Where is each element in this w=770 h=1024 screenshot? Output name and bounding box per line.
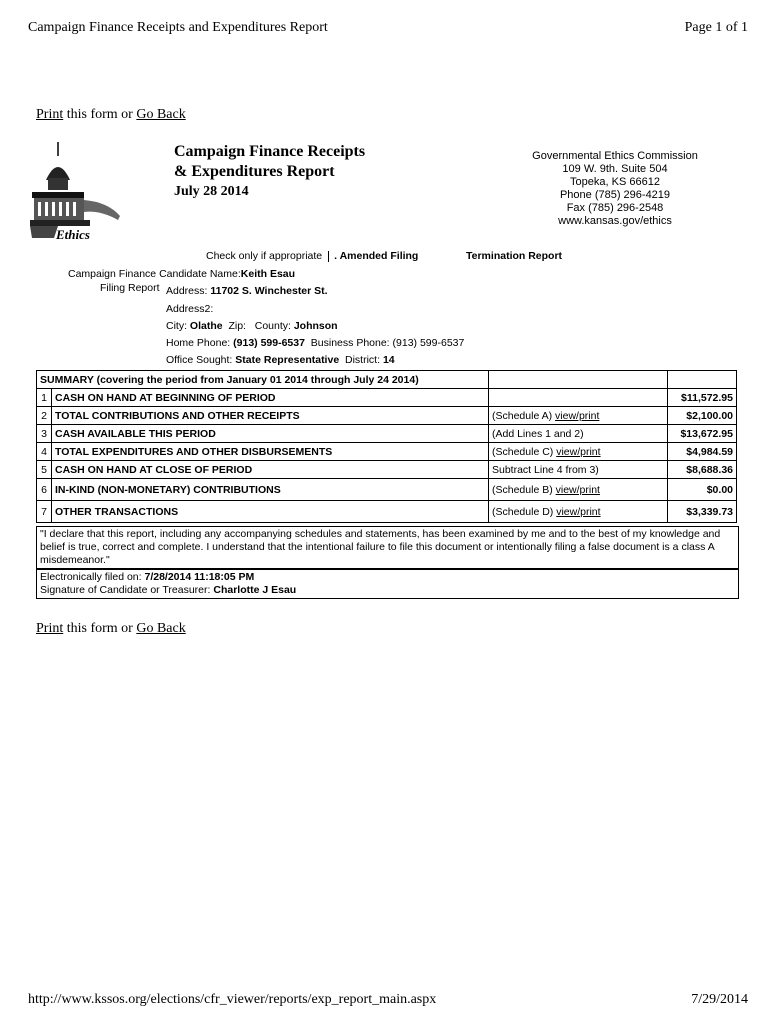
table-row: 7 OTHER TRANSACTIONS (Schedule D) view/print $3,339.73 [37,501,737,523]
report-title-line2: & Expenditures Report [174,163,335,180]
footer-url: http://www.kssos.org/elections/cfr_viewer/reports/exp_report_main.aspx [28,992,437,1007]
candidate-office: Office Sought: State Representative District: 14 [166,354,395,366]
candidate-address2: Address2: [166,303,214,315]
table-row: 5 CASH ON HAND AT CLOSE OF PERIOD Subtract Line 4 from 3) $8,688.36 [37,461,737,479]
schedule-b-view-link[interactable]: view/print [555,483,600,496]
summary-heading-row [37,371,737,389]
nav-top [36,107,186,123]
summary-table [36,370,737,523]
check-label: Check only if appropriate [206,250,323,262]
nav-bottom [36,621,186,637]
candidate-city: City: Olathe Zip: County: Johnson [166,320,338,332]
filing-signature: Electronically filed on: 7/28/2014 11:18:05 PM Signature of Candidate or Treasurer: Charlotte J Esau [36,569,739,599]
agency-web: www.kansas.gov/ethics [558,215,672,227]
amended-label: . Amended Filing [334,250,419,262]
agency-street: 109 W. 9th. Suite 504 [562,163,668,175]
candidate-phones: Home Phone: (913) 599-6537 Business Phone: (913) 599-6537 [166,337,465,349]
seal-text: Ethics [56,227,90,242]
table-row: 1 CASH ON HAND AT BEGINNING OF PERIOD $11,572.95 [37,389,737,407]
report-date: July 28 2014 [174,184,249,199]
candidate-address: Address: 11702 S. Winchester St. [166,285,328,297]
table-row: 4 TOTAL EXPENDITURES AND OTHER DISBURSEMENTS (Schedule C) view/print $4,984.59 [37,443,737,461]
agency-phone: Phone (785) 296-4219 [559,189,671,201]
signature-name: Charlotte J Esau [213,584,297,596]
footer-date: 7/29/2014 [691,992,748,1007]
nav-text: this form or [63,621,137,636]
filing-report-label: Filing Report [100,282,160,294]
page-header-title: Campaign Finance Receipts and Expenditures Report [28,20,328,35]
campaign-finance-label: Campaign Finance Candidate Name:Keith Esau [68,268,296,280]
summary-heading: SUMMARY (covering the period from January 01 2014 through July 24 2014) [37,371,489,389]
table-row: 3 CASH AVAILABLE THIS PERIOD (Add Lines 1 and 2) $13,672.95 [37,425,737,443]
filed-date: 7/28/2014 11:18:05 PM [144,571,255,583]
print-link[interactable]: Print [36,107,64,122]
agency-name: Governmental Ethics Commission [532,150,698,162]
table-row: 6 IN-KIND (NON-MONETARY) CONTRIBUTIONS (Schedule B) view/print $0.00 [37,479,737,501]
page-number: Page 1 of 1 [684,20,748,35]
schedule-d-view-link[interactable]: view/print [556,505,601,518]
agency-city: Topeka, KS 66612 [570,176,660,188]
filing-options [206,250,418,262]
nav-text: this form or [63,107,137,122]
termination-label: Termination Report [466,250,563,262]
amended-checkbox [328,251,329,262]
print-link[interactable]: Print [36,621,64,636]
schedule-a-view-link[interactable]: view/print [555,409,600,422]
report-title-line1: Campaign Finance Receipts [174,143,366,160]
agency-address [520,150,710,228]
declaration-statement: "I declare that this report, including any accompanying schedules and statements, has been examined by me and to the best of my knowledge and belief is true, correct and complete. I understand that the intentional failure to file this document or intentionally filing a false document is a class A misdemeanor." [36,526,739,569]
ethics-seal [28,140,124,242]
agency-fax: Fax (785) 296-2548 [566,202,664,214]
go-back-link[interactable]: Go Back [136,621,186,636]
report-title [174,142,365,202]
candidate-name: Keith Esau [240,268,296,280]
go-back-link[interactable]: Go Back [136,107,186,122]
table-row: 2 TOTAL CONTRIBUTIONS AND OTHER RECEIPTS (Schedule A) view/print $2,100.00 [37,407,737,425]
schedule-c-view-link[interactable]: view/print [556,445,601,458]
